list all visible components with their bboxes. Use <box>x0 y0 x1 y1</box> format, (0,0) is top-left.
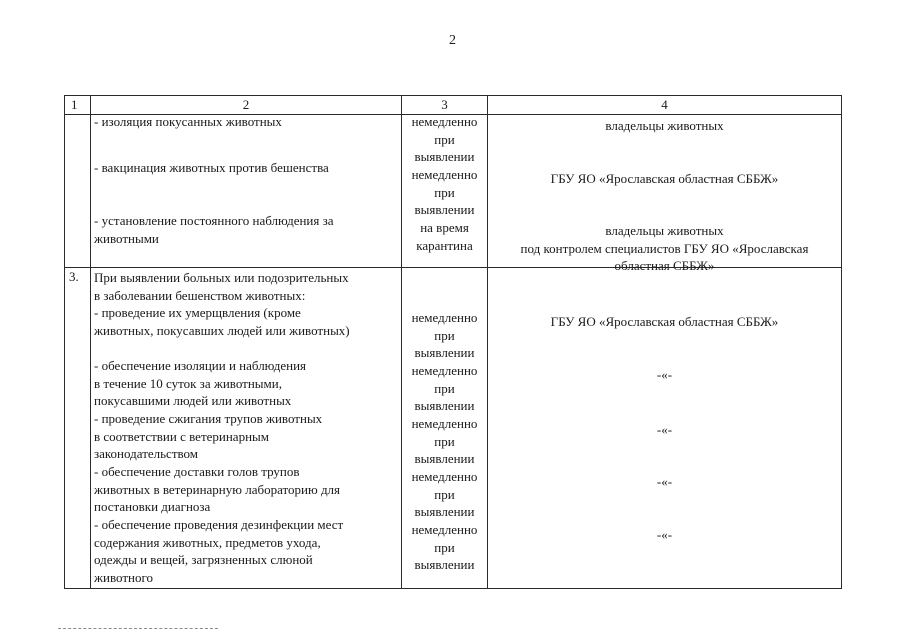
text-line: -«- <box>656 367 673 382</box>
text-line: - обеспечение доставки голов трупов <box>94 464 300 479</box>
text-line: - проведение сжигания трупов животных <box>94 411 323 426</box>
text-line: выявлении <box>414 504 475 520</box>
text-line: - установление постоянного наблюдения за <box>94 213 334 228</box>
text-line: немедленно <box>411 167 478 182</box>
term-text <box>405 166 484 219</box>
text-line: животных, покусавших людей или животных) <box>94 322 350 338</box>
text-line: немедленно <box>411 114 478 129</box>
text-line: на время <box>420 220 469 235</box>
measure-text <box>94 410 398 463</box>
text-line: при <box>434 327 455 343</box>
header-col-3: 3 <box>402 96 488 115</box>
text-line: карантина <box>416 237 473 253</box>
measures-cell <box>91 268 402 589</box>
responsible-text <box>491 117 838 135</box>
measure-text <box>94 113 398 131</box>
text-line: немедленно <box>411 416 478 431</box>
text-line: в заболевании бешенством животных: <box>94 287 306 303</box>
text-line: немедленно <box>411 310 478 325</box>
term-text <box>405 415 484 468</box>
text-line: в соответствии с ветеринарным <box>94 428 269 444</box>
text-line: в течение 10 суток за животными, <box>94 375 282 391</box>
term-cell <box>402 115 488 268</box>
text-line: постановки диагноза <box>94 499 211 515</box>
text-line: - обеспечение проведения дезинфекции мест <box>94 517 344 532</box>
table-row <box>65 268 842 589</box>
text-line: под контролем специалистов ГБУ ЯО «Ярославская <box>520 240 809 256</box>
text-line: немедленно <box>411 363 478 378</box>
text-line: владельцы животных <box>605 118 724 133</box>
text-line: - обеспечение изоляции и наблюдения <box>94 358 307 373</box>
text-line: - проведение их умерщвления (кроме <box>94 305 301 320</box>
text-line: животных в ветеринарную лабораторию для <box>94 481 341 497</box>
responsible-text <box>491 222 838 275</box>
responsible-text <box>491 313 838 331</box>
responsible-text <box>491 170 838 188</box>
text-line: выявлении <box>414 398 475 414</box>
term-text <box>405 113 484 166</box>
header-col-1: 1 <box>65 96 91 115</box>
text-line: При выявлении больных или подозрительных <box>94 270 349 285</box>
term-text <box>405 309 484 362</box>
text-line: содержания животных, предметов ухода, <box>94 534 321 550</box>
measure-text <box>94 357 398 410</box>
term-text <box>405 362 484 415</box>
term-cell <box>402 268 488 589</box>
text-line: выявлении <box>414 451 475 467</box>
text-line: законодательством <box>94 446 199 462</box>
text-line: -«- <box>656 474 673 489</box>
header-col-2: 2 <box>91 96 402 115</box>
text-line: при <box>434 380 455 396</box>
measure-text <box>94 304 398 339</box>
text-line: животного <box>94 569 153 585</box>
measure-text <box>94 212 398 247</box>
row-number-cell <box>65 115 91 268</box>
measures-table <box>64 95 842 589</box>
measure-text <box>94 516 398 586</box>
responsible-text <box>491 366 838 384</box>
term-text <box>405 468 484 521</box>
table-row <box>65 115 842 268</box>
term-text <box>405 219 484 254</box>
term-text <box>405 521 484 574</box>
text-line: при <box>434 131 455 147</box>
text-line: -«- <box>656 527 673 542</box>
responsible-text <box>491 473 838 491</box>
responsible-cell <box>488 268 842 589</box>
text-line: животными <box>94 230 159 246</box>
measure-text <box>94 463 398 516</box>
text-line: при <box>434 184 455 200</box>
text-line: немедленно <box>411 522 478 537</box>
row-number-cell: 3. <box>65 268 91 589</box>
measures-cell <box>91 115 402 268</box>
text-line: покусавшими людей или животных <box>94 393 292 409</box>
text-line: выявлении <box>414 149 475 165</box>
text-line: при <box>434 486 455 502</box>
text-line: ГБУ ЯО «Ярославская областная СББЖ» <box>550 314 779 329</box>
header-col-4: 4 <box>488 96 842 115</box>
measure-text <box>94 159 398 177</box>
text-line: одежды и вещей, загрязненных слюной <box>94 552 313 568</box>
responsible-text <box>491 526 838 544</box>
text-line: - изоляция покусанных животных <box>94 114 282 129</box>
text-line: выявлении <box>414 202 475 218</box>
text-line: выявлении <box>414 557 475 573</box>
text-line: при <box>434 433 455 449</box>
text-line: при <box>434 539 455 555</box>
text-line: владельцы животных <box>605 223 724 238</box>
responsible-text <box>491 421 838 439</box>
text-line: выявлении <box>414 345 475 361</box>
measure-intro <box>94 269 398 304</box>
page-number: 2 <box>449 33 456 48</box>
responsible-cell <box>488 115 842 274</box>
table-header-row <box>65 96 842 115</box>
text-line: - вакцинация животных против бешенства <box>94 160 329 175</box>
text-line: немедленно <box>411 469 478 484</box>
text-line: ГБУ ЯО «Ярославская областная СББЖ» <box>550 171 779 186</box>
text-line: областная СББЖ» <box>614 258 715 274</box>
text-line: -«- <box>656 422 673 437</box>
page-bottom-rule <box>58 628 218 629</box>
